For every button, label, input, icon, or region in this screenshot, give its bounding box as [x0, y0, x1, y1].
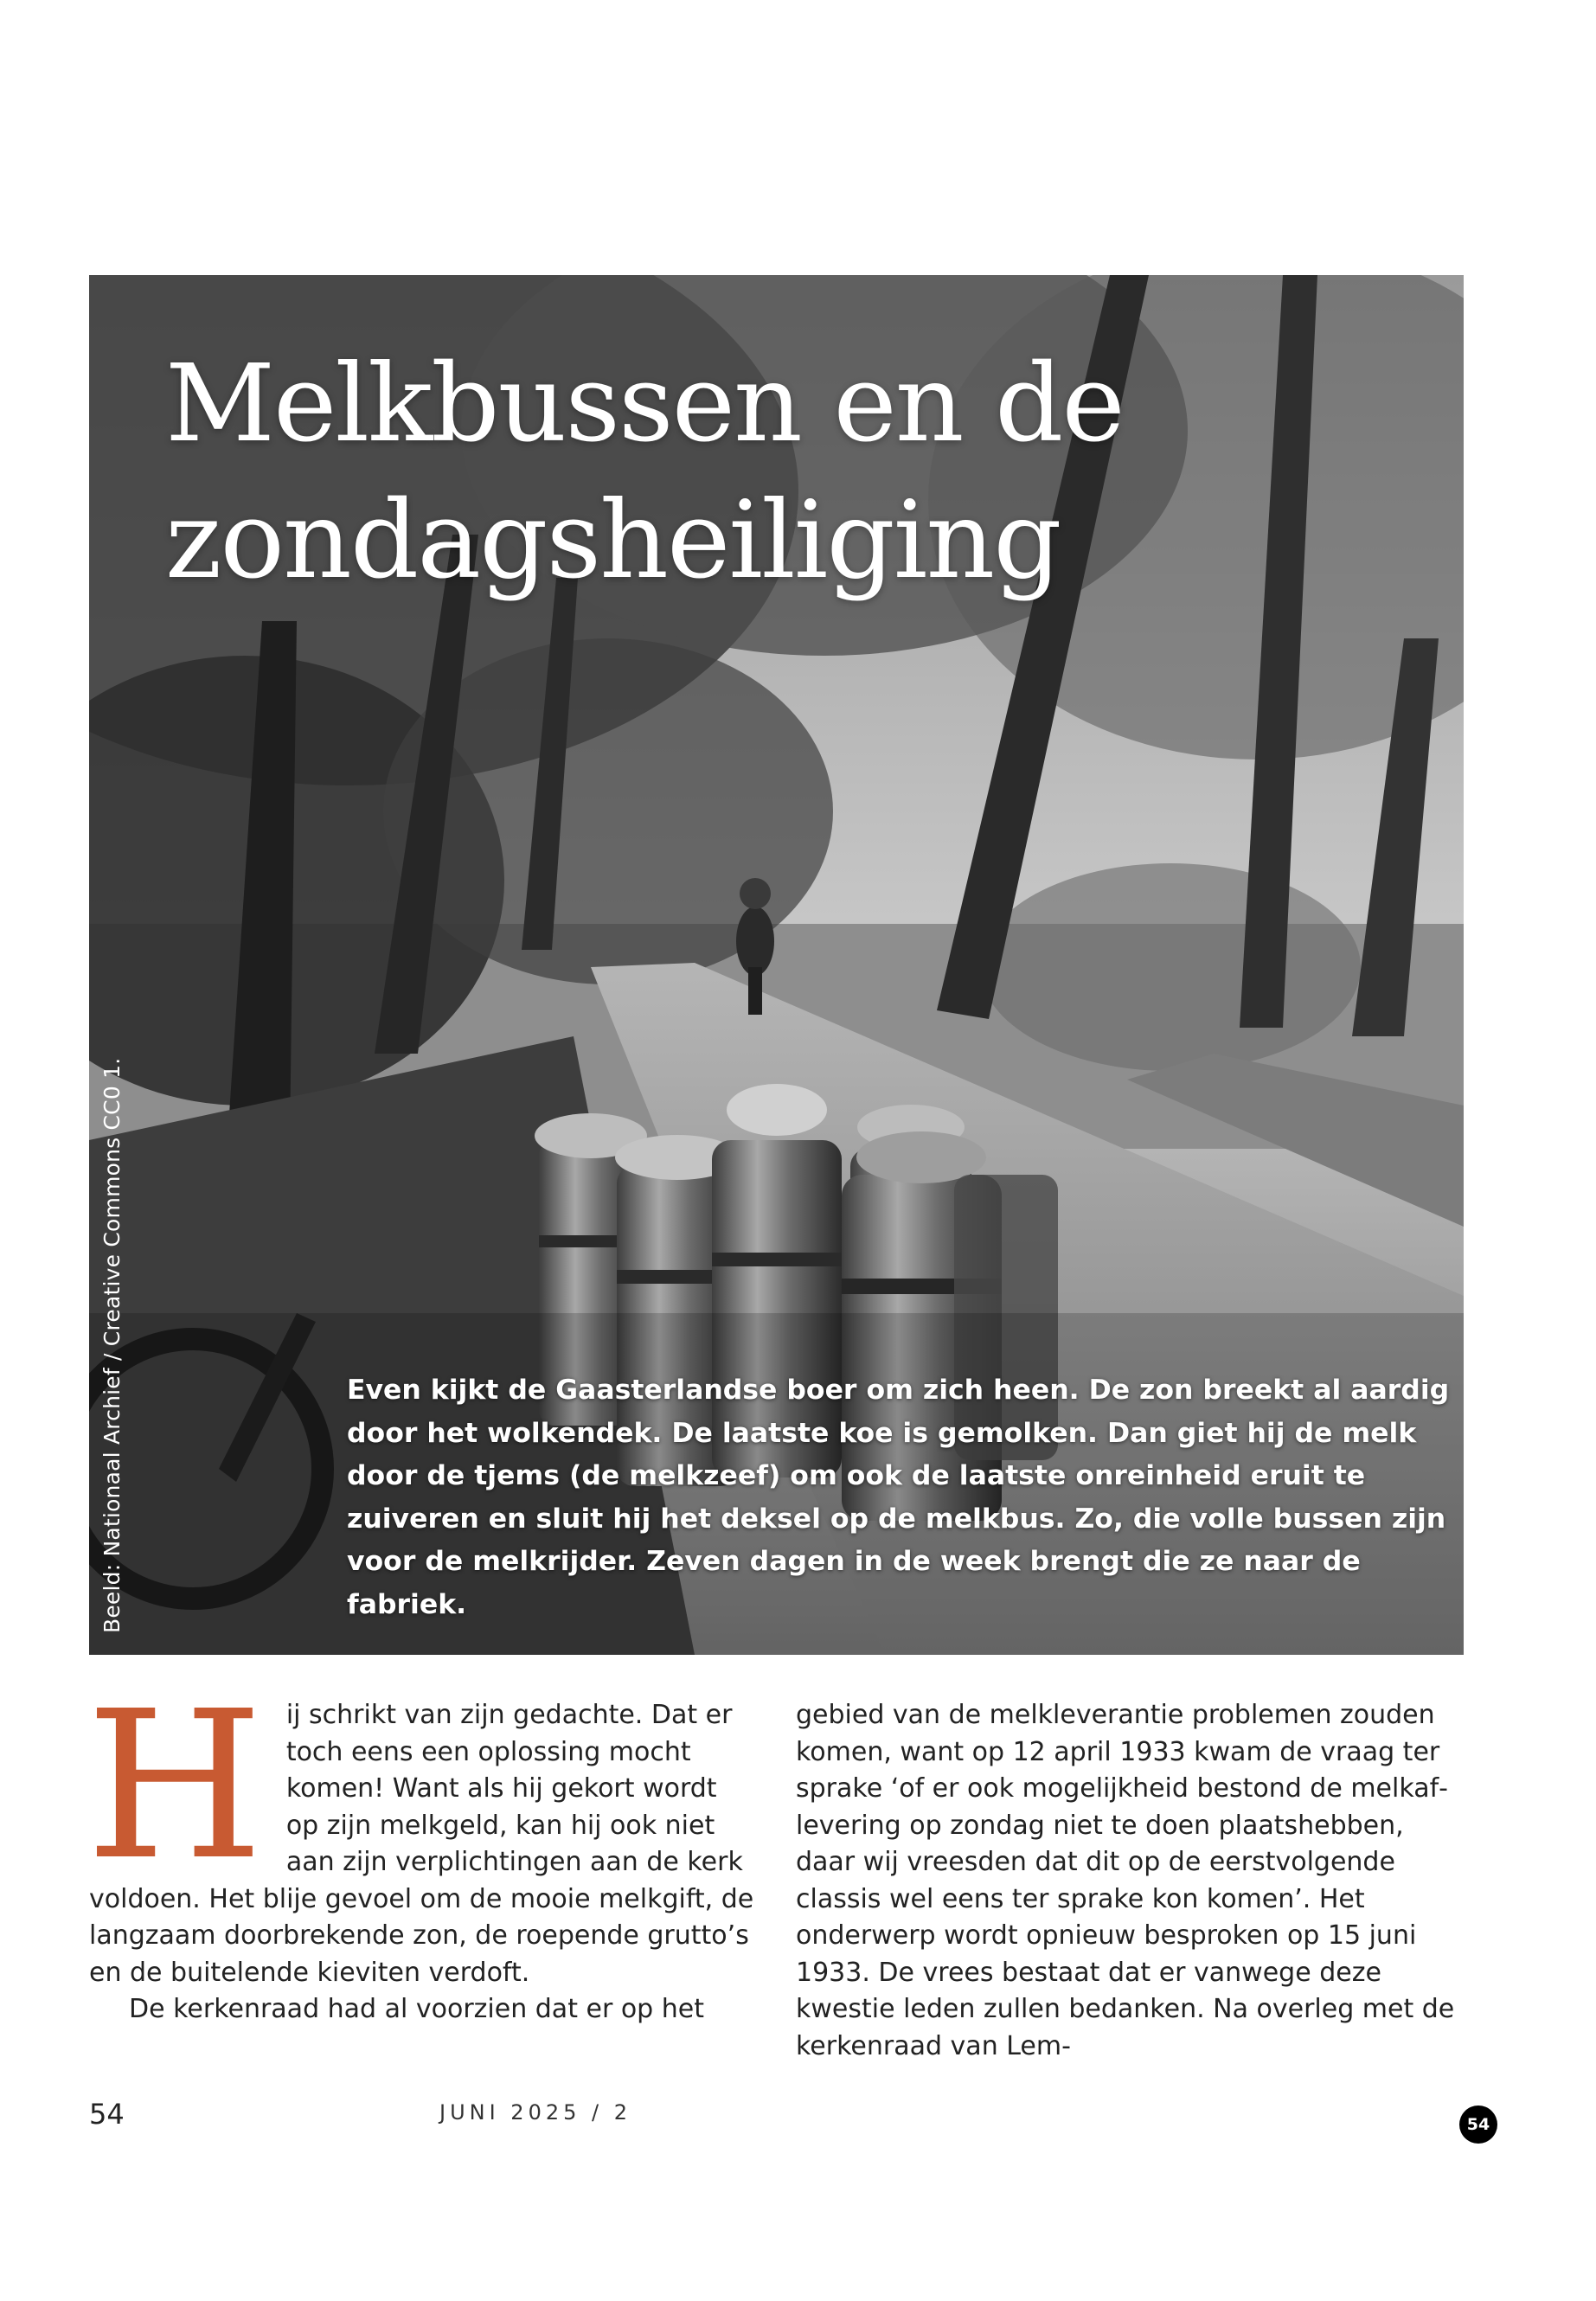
body-paragraph-1 — [86, 1667, 755, 1991]
body-paragraph-3: gebied van de melkleverantie problemen zouden komen, want op 12 april 1933 kwam de vraag ter sprake ‘of er ook mogelijkheid bestond de melkaflevering op zondag niet te doen plaatshebben, daar wij vreesden dat dit op de eerstvolgende classis wel eens ter sprake kon komen’. Het onderwerp wordt opnieuw besproken op 15 juni 1933. De vrees bestaat dat er vanwege deze kwestie leden zullen bedanken. Na overleg met de kerkenraad van Lem- — [796, 1700, 1455, 2061]
hero-photo — [89, 275, 1464, 1655]
issue-label: JUNI 2025 / 2 — [439, 2100, 631, 2125]
title-line-2: zondagsheiliging — [165, 478, 1061, 603]
page-badge: 54 — [1459, 2106, 1497, 2144]
body-column-right — [796, 1697, 1471, 2065]
drop-cap: H — [86, 1667, 264, 1905]
title-line-1: Melkbussen en de — [165, 342, 1124, 466]
page-number: 54 — [89, 2098, 125, 2131]
article-title — [165, 336, 1203, 609]
body-column-left — [86, 1667, 755, 2029]
body-paragraph-1-text: ij schrikt van zijn gedachte. Dat er toch eens een oplossing mocht komen! Want als hij gekort wordt op zijn melkgeld, kan hij ook niet aan zijn verplichtingen aan de kerk voldoen. Het blije gevoel om de mooie melkgift, de langzaam doorbrekende zon, de roepende grutto’s en de buitelende kieviten verdoft. — [89, 1700, 754, 1988]
intro-lead: Even kijkt de Gaasterlandse boer om zich heen. De zon breekt al aardig door het wolkendek. De laatste koe is gemolken. Dan giet hij de melk door de tjems (de melkzeef) om ook de laatste onreinheid eruit te zuiveren en sluit hij het deksel op de melkbus. Zo, die volle bussen zijn voor de melkrijder. Zeven dagen in de week brengt die ze naar de fabriek. — [347, 1375, 1450, 1620]
body-paragraph-2: De kerkenraad had al voorzien dat er op het — [129, 1994, 704, 2024]
photo-credit: Beeld: Nationaal Archief / Creative Commons CC0 1. — [99, 1057, 125, 1633]
